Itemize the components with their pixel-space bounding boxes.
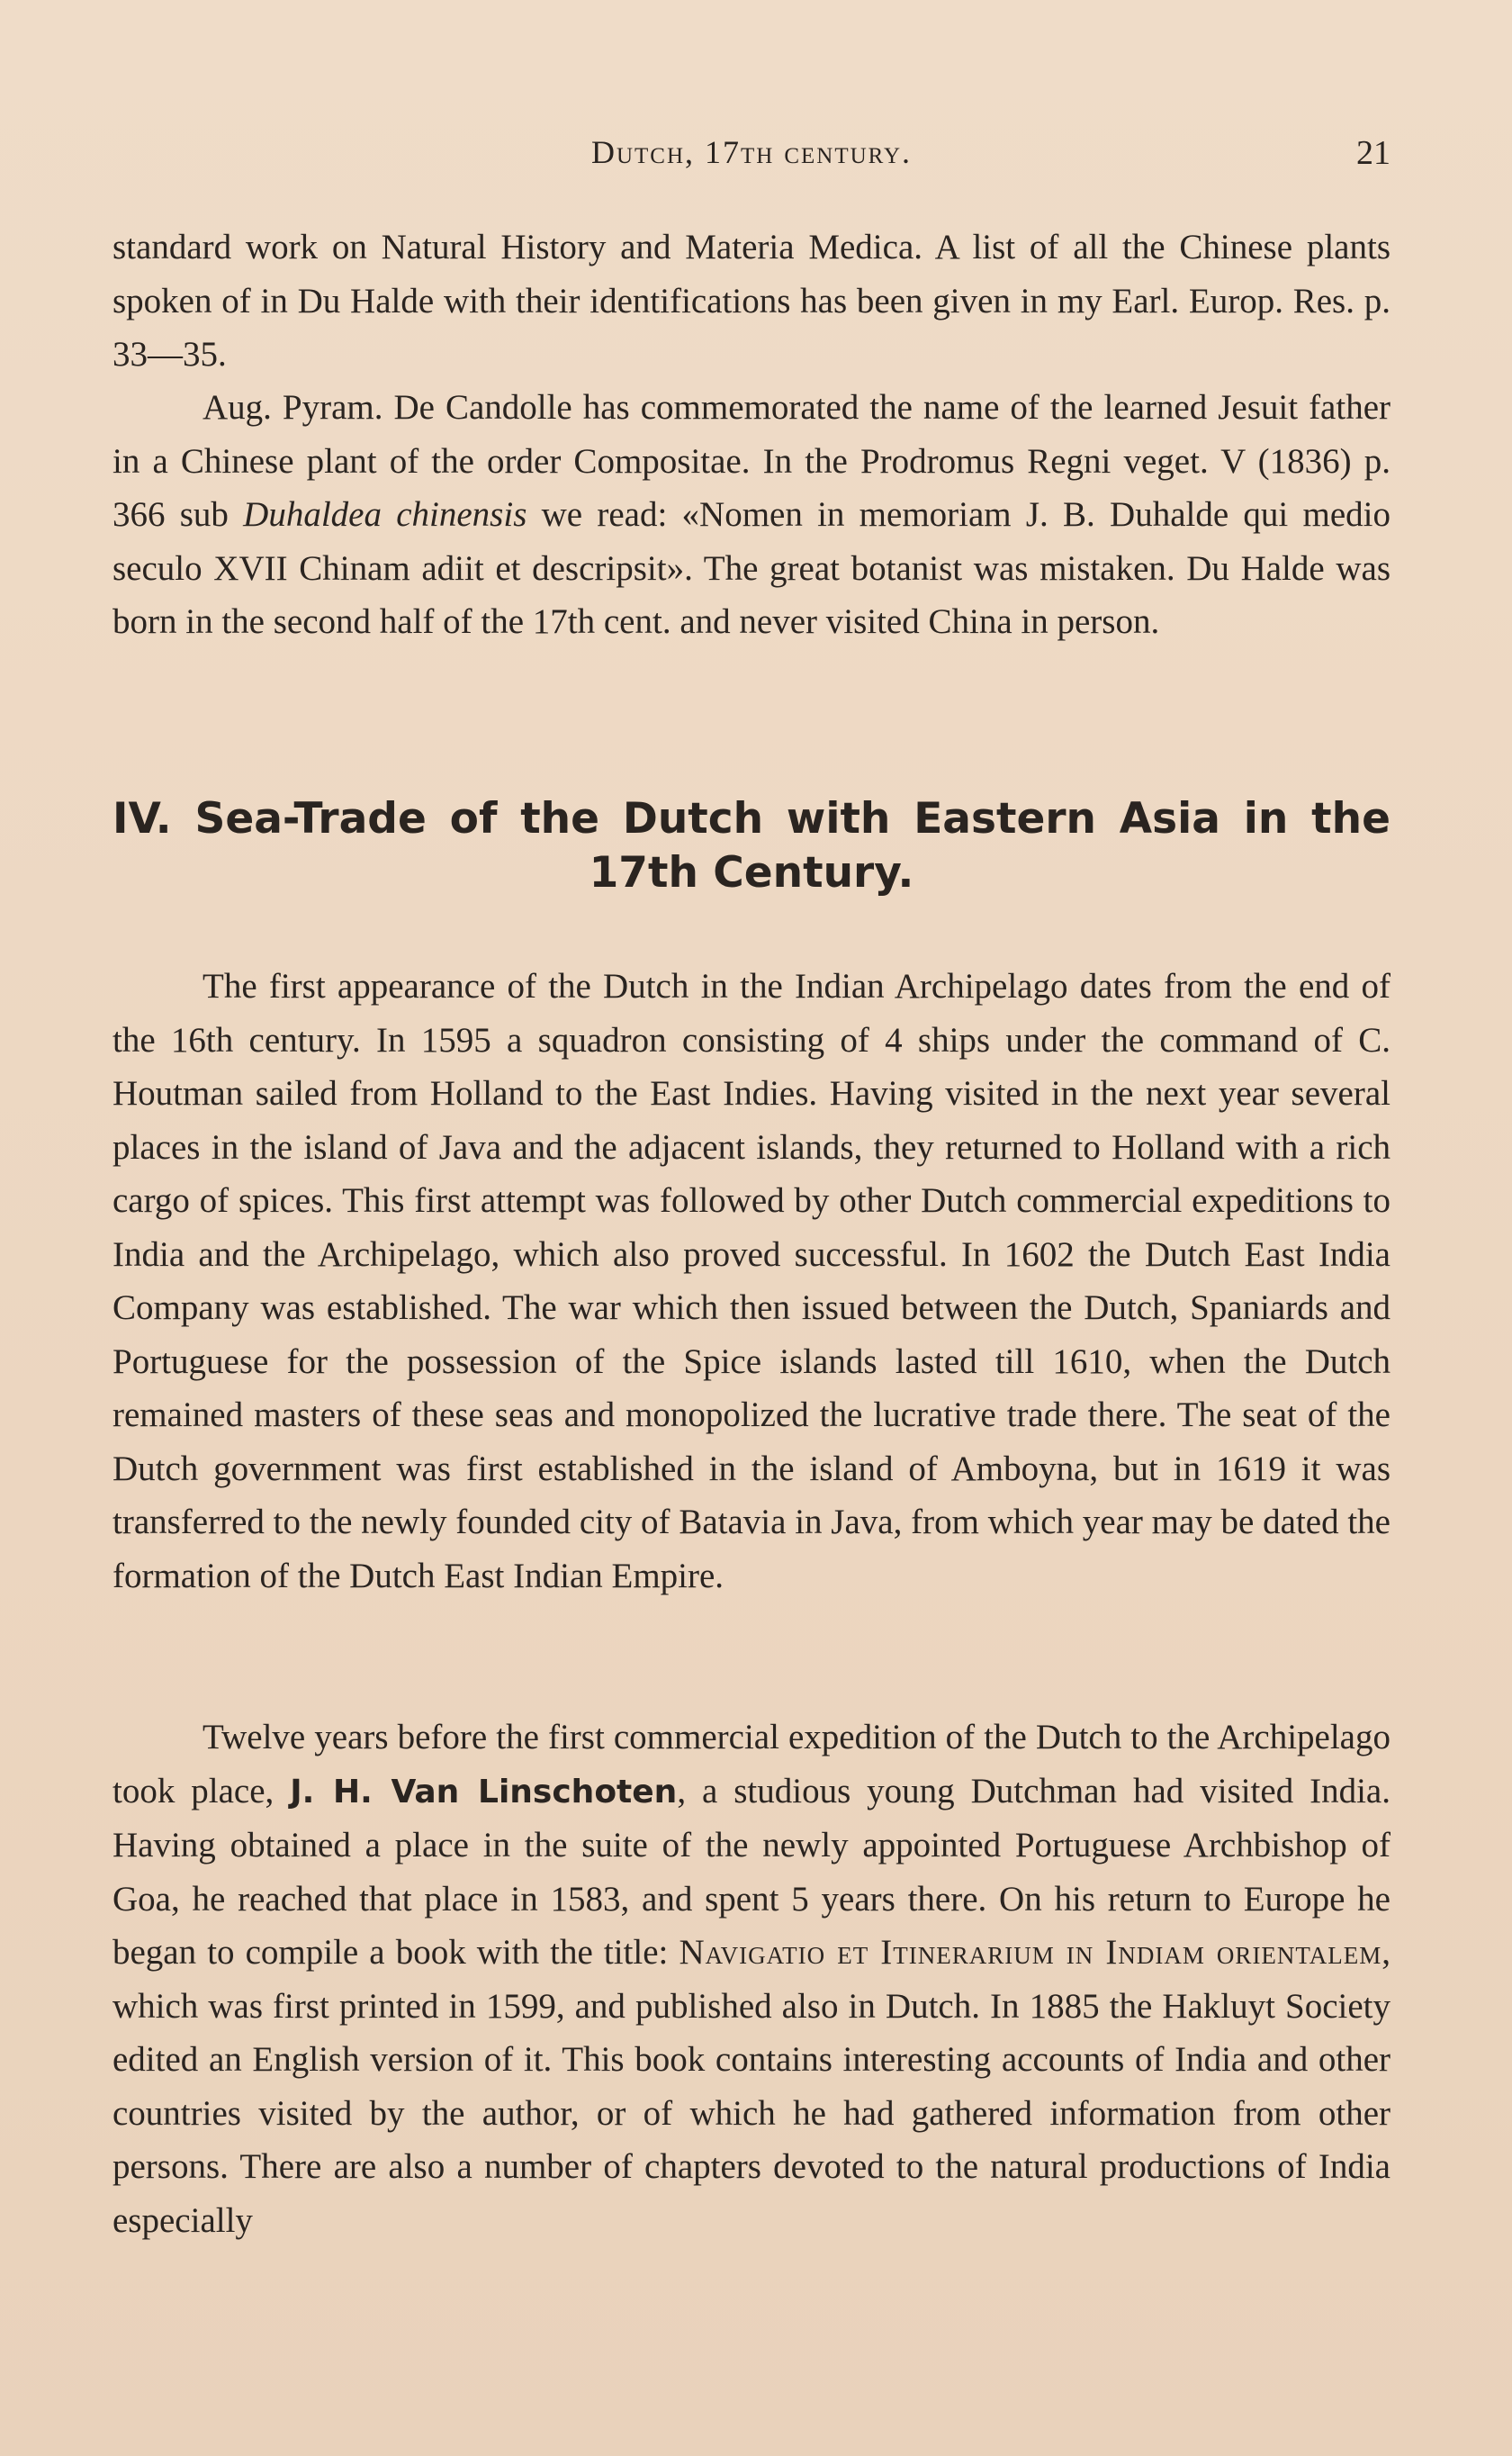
- paragraph-text: standard work on Natural History and Materia Medica. A list of all the Chinese plants spoken of in Du Halde with their identifications has been given in my Earl. Europ. Res. p. 33—35.: [112, 228, 1390, 374]
- paragraph-linschoten: [112, 1711, 1390, 2247]
- paragraph-text: The first appearance of the Dutch in the Indian Archipelago dates from the end of the 16th century. In 1595 a squadron consisting of 4 ships under the command of C. Houtman sailed from Holland to the East Indies. Having visited in the next year several places in the island of Java and the adjacent islands, they returned to Holland with a rich cargo of spices. This first attempt was followed by other Dutch commercial expeditions to India and the Archipelago, which also proved successful. In 1602 the Dutch East India Company was established. The war which then issued between the Dutch, Spaniards and Portuguese for the possession of the Spice islands lasted till 1610, when the Dutch remained masters of these seas and monopolized the lucrative trade there. The seat of the Dutch government was first established in the island of Amboyna, but in 1619 it was transferred to the newly founded city of Batavia in Java, from which year may be dated the formation of the Dutch East Indian Empire.: [112, 967, 1390, 1595]
- paragraph-text: Aug. Pyram. De Candolle has commemorated the name of the learned Jesuit father in a Chinese plant of the order Compositae. In the Prodromus Regni veget. V (1836) p. 366 sub: [112, 388, 1390, 534]
- species-name: Duhaldea chinensis: [243, 495, 527, 534]
- paragraph-text: Twelve years before the first commercial expedition of the Dutch to the Archipelago took place,: [112, 1718, 1390, 1810]
- paragraph-dutch-arrival: [112, 960, 1390, 1603]
- paragraph-de-candolle: [112, 381, 1390, 649]
- section-heading-line1: IV. Sea-Trade of the Dutch with Eastern Asia in the: [112, 794, 1390, 844]
- paragraph-text: we read: «Nomen in memoriam J. B. Duhalde qui medio seculo XVII Chinam adiit et descripsit». The great botanist was mistaken. Du Halde was born in the second half of the 17th cent. and never visited China in person.: [112, 495, 1390, 641]
- section-heading-line2: 17th Century.: [589, 848, 914, 898]
- paragraph-continuation: [112, 221, 1390, 382]
- section-heading: [112, 792, 1390, 900]
- paragraph-text: , a studious young Dutchman had visited India. Having obtained a place in the suite of the newly appointed Portuguese Archbishop of Goa, he reached that place in 1583, and spent 5 years there. On his return to Europe he began to compile a book with the title:: [112, 1771, 1390, 1972]
- person-name: J. H. Van Linschoten: [290, 1773, 678, 1810]
- running-head: Dutch, 17th century.: [590, 134, 913, 170]
- book-title: Navigatio et Itinerarium in Indiam orientalem: [679, 1933, 1382, 1972]
- paragraph-text: , which was first printed in 1599, and published also in Dutch. In 1885 the Hakluyt Society edited an English version of it. This book contains interesting accounts of India and other countries visited by the author, or of which he had gathered information from other persons. There are also a number of chapters devoted to the natural productions of India especially: [112, 1933, 1390, 2240]
- page-number: 21: [1356, 134, 1390, 172]
- page-header: [112, 133, 1390, 180]
